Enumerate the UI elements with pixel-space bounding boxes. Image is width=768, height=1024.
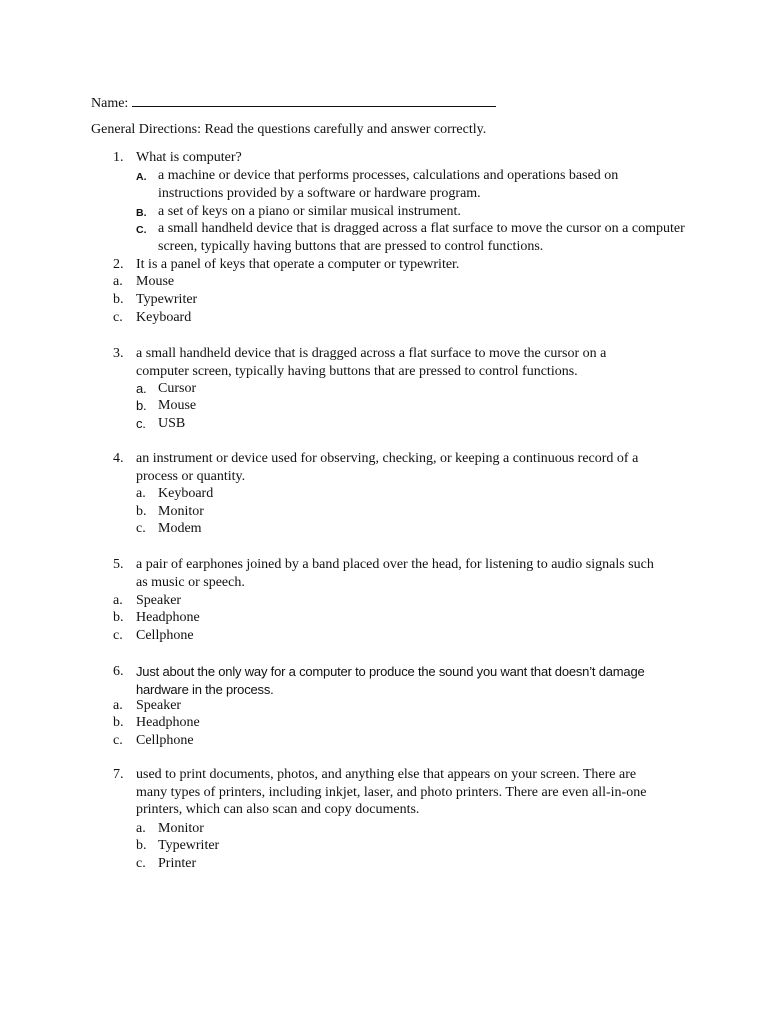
option-text: Monitor [158, 821, 204, 836]
option-text: Cellphone [136, 733, 194, 748]
option-letter: b. [136, 504, 147, 519]
question-text: What is computer? [136, 150, 242, 165]
option-letter: c. [113, 628, 123, 643]
option-text: Headphone [136, 715, 200, 730]
option-letter: c. [136, 416, 146, 431]
question-text: Just about the only way for a computer to produce the sound you want that doesn’t damage hardware in the process. [136, 664, 645, 697]
option-letter: b. [136, 838, 147, 853]
name-label: Name: [91, 96, 129, 111]
question-text: It is a panel of keys that operate a computer or typewriter. [136, 257, 460, 272]
option-text: Speaker [136, 593, 182, 608]
option-letter: a. [113, 593, 123, 608]
option-letter: a. [136, 821, 146, 836]
option-text: Mouse [136, 274, 175, 289]
option-letter: c. [113, 310, 123, 325]
option-letter: b. [113, 715, 124, 730]
option-text: Mouse [158, 398, 197, 413]
option-letter: a. [113, 274, 123, 289]
option-text: a machine or device that performs processes, calculations and operations based on instructions provided by a software or hardware program. [158, 168, 619, 201]
option-letter: b. [136, 398, 147, 413]
option-text: a set of keys on a piano or similar musical instrument. [158, 204, 461, 219]
option-letter: A. [136, 171, 147, 183]
question-number: 3. [113, 346, 124, 361]
option-text: Typewriter [136, 292, 198, 307]
option-letter: c. [136, 856, 146, 871]
question-number: 1. [113, 150, 124, 165]
name-row [91, 92, 496, 113]
option-text: Printer [158, 856, 197, 871]
question-text: a pair of earphones joined by a band placed over the head, for listening to audio signals such as music or speech. [136, 557, 654, 590]
question-text: a small handheld device that is dragged across a flat surface to move the cursor on a computer screen, typically having buttons that are pressed to control functions. [136, 346, 607, 379]
option-text: Typewriter [158, 838, 220, 853]
question-text: an instrument or device used for observing, checking, or keeping a continuous record of a process or quantity. [136, 451, 639, 484]
option-letter: a. [113, 698, 123, 713]
option-text: Keyboard [136, 310, 192, 325]
general-directions: General Directions: Read the questions carefully and answer correctly. [91, 122, 487, 137]
question-number: 5. [113, 557, 124, 572]
option-letter: a. [136, 486, 146, 501]
option-text: Cursor [158, 381, 197, 396]
option-letter: b. [113, 610, 124, 625]
option-text: Speaker [136, 698, 182, 713]
option-text: Cellphone [136, 628, 194, 643]
option-text: Modem [158, 521, 202, 536]
option-letter: c. [136, 521, 146, 536]
question-number: 7. [113, 767, 124, 782]
option-text: Headphone [136, 610, 200, 625]
option-text: a small handheld device that is dragged across a flat surface to move the cursor on a computer screen, typically having buttons that are pressed to control functions. [158, 221, 685, 254]
option-text: Keyboard [158, 486, 214, 501]
question-number: 6. [113, 664, 124, 679]
option-letter: C. [136, 224, 147, 236]
question-text: used to print documents, photos, and anything else that appears on your screen. There are many types of printers, including inkjet, laser, and photo printers. There are even all-in-one printers, which can also scan and copy documents. [136, 767, 647, 817]
option-text: Monitor [158, 504, 204, 519]
option-letter: a. [136, 381, 147, 396]
option-letter: c. [113, 733, 123, 748]
question-number: 2. [113, 257, 124, 272]
name-blank-line[interactable] [132, 92, 496, 107]
option-letter: B. [136, 207, 147, 219]
option-text: USB [158, 416, 186, 431]
question-number: 4. [113, 451, 124, 466]
option-letter: b. [113, 292, 124, 307]
